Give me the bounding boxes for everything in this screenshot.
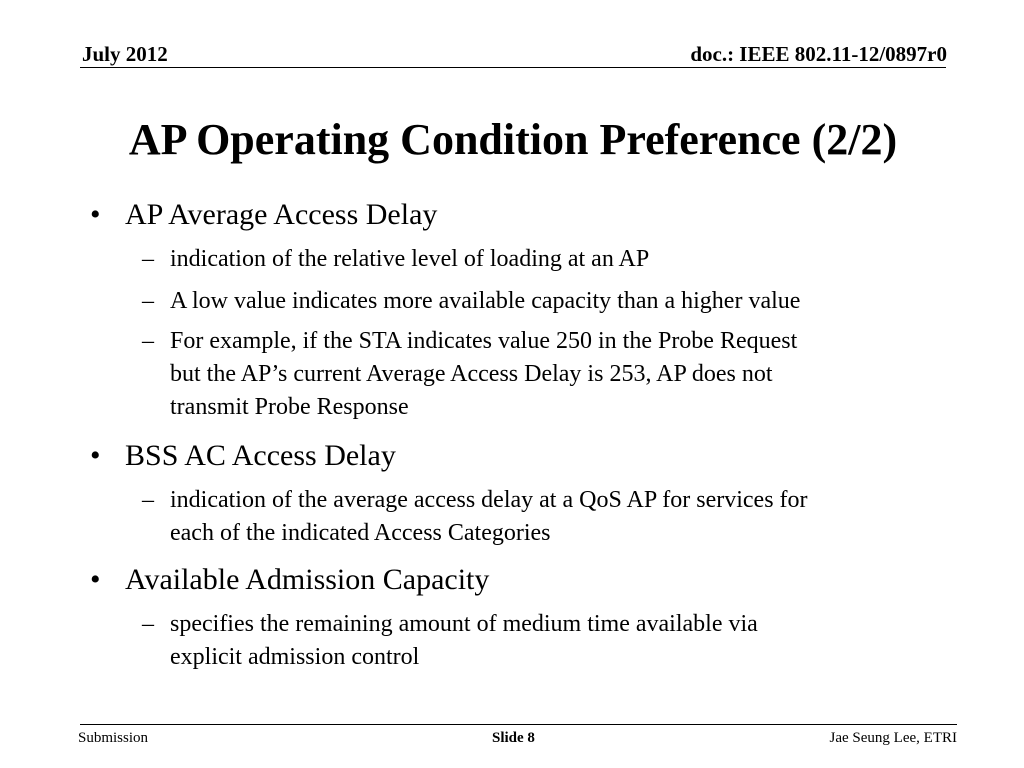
sub-bullet-line: A low value indicates more available capacity than a higher value: [170, 288, 801, 314]
dash-marker: –: [142, 487, 154, 513]
sub-bullet-line: indication of the relative level of loading at an AP: [170, 246, 650, 272]
footer-slide-number: Slide 8: [492, 730, 535, 746]
bullet-bss-ac-access-delay: [90, 439, 396, 473]
sub-bullet: [142, 608, 962, 674]
footer-author: Jae Seung Lee, ETRI: [829, 730, 957, 746]
header-divider: [80, 67, 946, 68]
header-doc-id: doc.: IEEE 802.11-12/0897r0: [690, 42, 947, 66]
bullet-marker: •: [90, 439, 101, 472]
sub-bullet: [142, 325, 962, 424]
sub-bullet-line: indication of the average access delay at a QoS AP for services for: [170, 487, 808, 513]
bullet-text: BSS AC Access Delay: [125, 439, 396, 472]
footer-divider: [80, 724, 957, 725]
bullet-available-admission-capacity: [90, 563, 489, 597]
footer-submission: Submission: [78, 730, 149, 746]
slide-title: AP Operating Condition Preference (2/2): [128, 115, 898, 164]
dash-marker: –: [142, 288, 154, 314]
bullet-ap-average-access-delay: [90, 198, 437, 232]
bullet-marker: •: [90, 198, 101, 231]
sub-bullet: [142, 484, 962, 550]
sub-bullet-line: explicit admission control: [170, 644, 420, 670]
sub-bullet-line: For example, if the STA indicates value 250 in the Probe Request: [170, 328, 798, 354]
dash-marker: –: [142, 246, 154, 272]
sub-bullet-line: but the AP’s current Average Access Delay is 253, AP does not: [170, 361, 773, 387]
bullet-text: AP Average Access Delay: [125, 198, 438, 231]
header-date: July 2012: [82, 42, 168, 66]
bullet-text: Available Admission Capacity: [125, 563, 490, 596]
dash-marker: –: [142, 328, 154, 354]
dash-marker: –: [142, 611, 154, 637]
sub-bullet-line: each of the indicated Access Categories: [170, 520, 551, 546]
sub-bullet: [142, 285, 962, 318]
sub-bullet: [142, 243, 962, 276]
bullet-marker: •: [90, 563, 101, 596]
sub-bullet-line: transmit Probe Response: [170, 394, 409, 420]
sub-bullet-line: specifies the remaining amount of medium time available via: [170, 611, 758, 637]
